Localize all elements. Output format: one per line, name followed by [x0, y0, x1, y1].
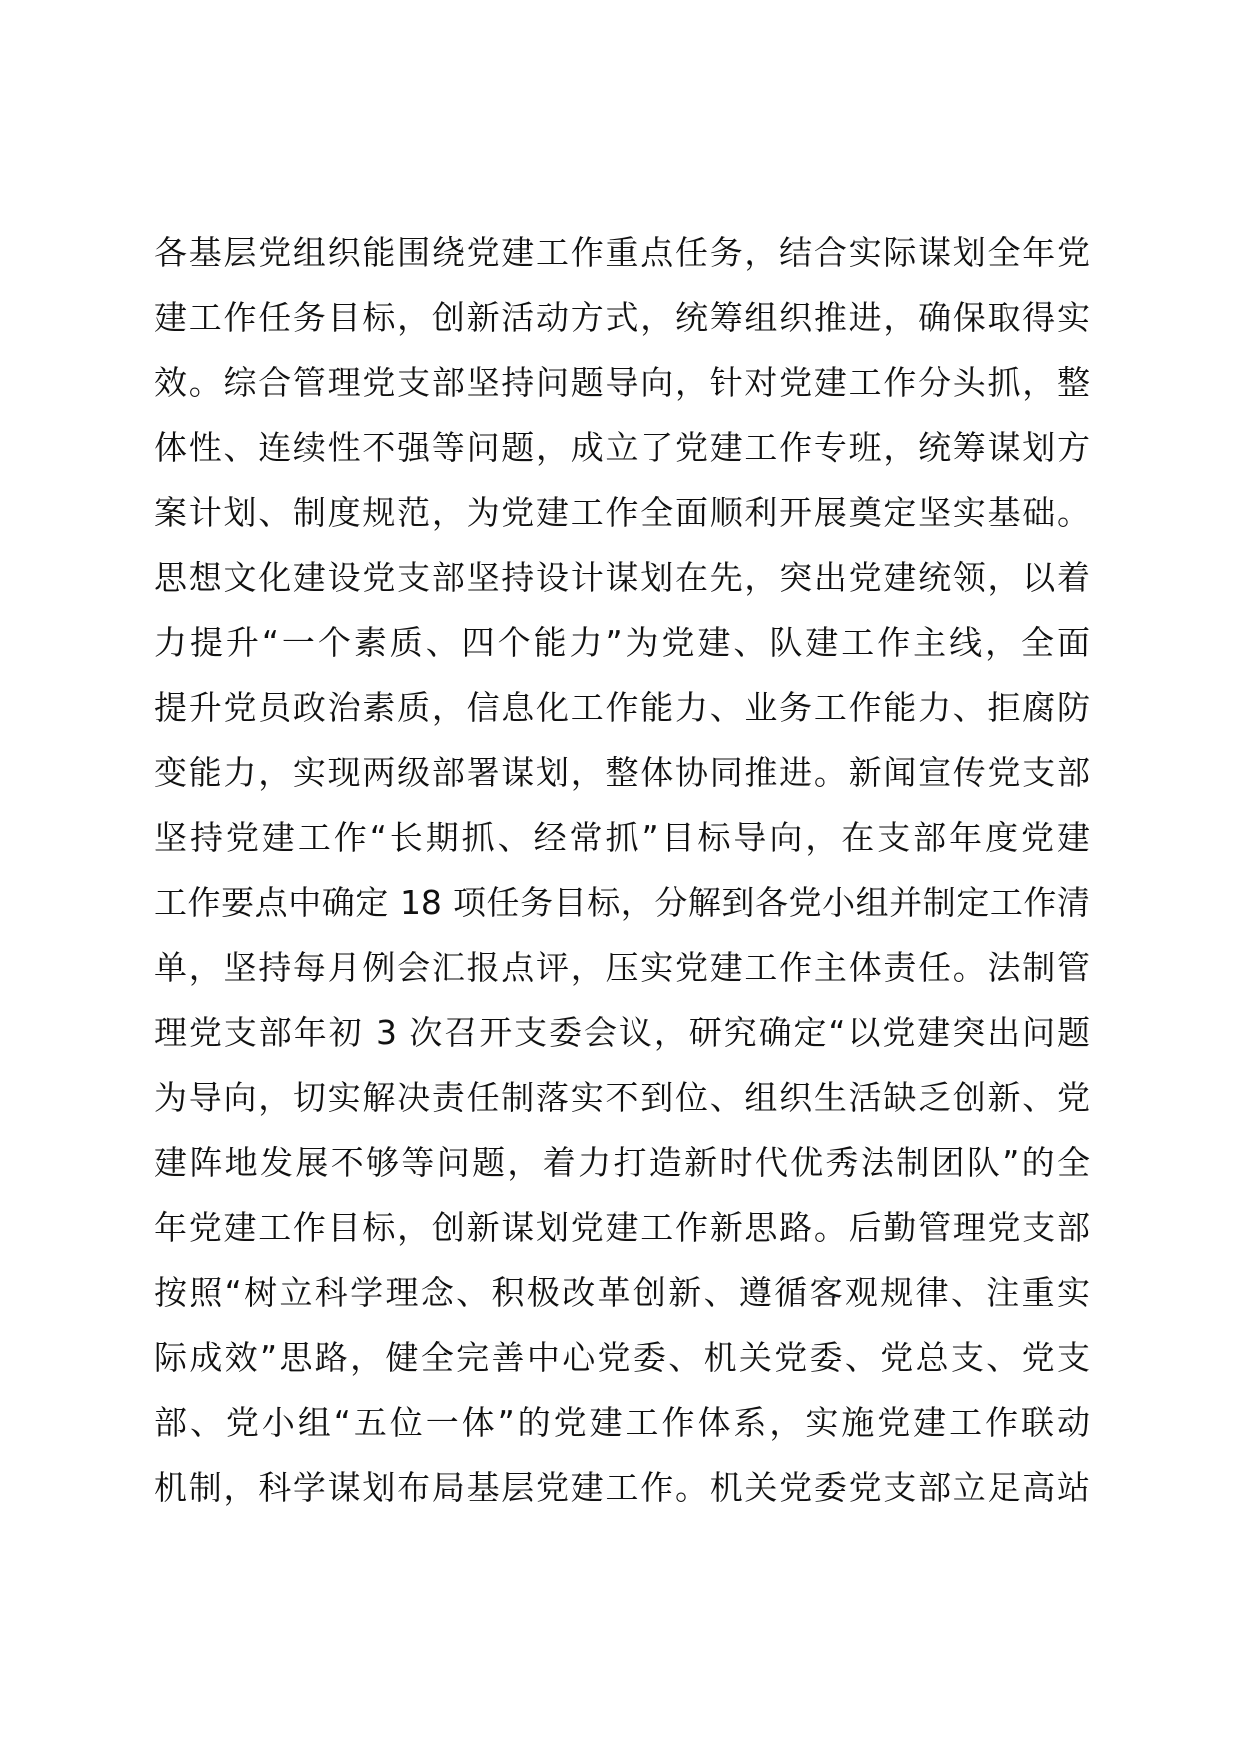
- text-line: 各基层党组织能围绕党建工作重点任务，结合实际谋划全年党: [154, 233, 1090, 272]
- text-line: 坚持党建工作“长期抓、经常抓”目标导向，在支部年度党建: [154, 818, 1090, 857]
- text-line: 理党支部年初 3 次召开支委会议，研究确定“以党建突出问题: [154, 1013, 1090, 1052]
- text-line: 案计划、制度规范，为党建工作全面顺利开展奠定坚实基础。: [154, 493, 1090, 532]
- text-line: 提升党员政治素质，信息化工作能力、业务工作能力、拒腐防: [154, 688, 1090, 727]
- text-line: 为导向，切实解决责任制落实不到位、组织生活缺乏创新、党: [154, 1078, 1090, 1117]
- text-line: 年党建工作目标，创新谋划党建工作新思路。后勤管理党支部: [154, 1208, 1090, 1247]
- text-line: 按照“树立科学理念、积极改革创新、遵循客观规律、注重实: [154, 1273, 1090, 1312]
- text-line: 机制，科学谋划布局基层党建工作。机关党委党支部立足高站: [154, 1468, 1090, 1507]
- text-line: 部、党小组“五位一体”的党建工作体系，实施党建工作联动: [154, 1403, 1090, 1442]
- text-line: 工作要点中确定 18 项任务目标，分解到各党小组并制定工作清: [154, 883, 1090, 922]
- body-paragraph: [154, 220, 1090, 1520]
- text-line: 建工作任务目标，创新活动方式，统筹组织推进，确保取得实: [154, 298, 1090, 337]
- text-line: 际成效”思路，健全完善中心党委、机关党委、党总支、党支: [154, 1338, 1090, 1377]
- text-line: 思想文化建设党支部坚持设计谋划在先，突出党建统领，以着: [154, 558, 1090, 597]
- text-line: 单，坚持每月例会汇报点评，压实党建工作主体责任。法制管: [154, 948, 1090, 987]
- text-line: 效。综合管理党支部坚持问题导向，针对党建工作分头抓，整: [154, 363, 1090, 402]
- text-line: 力提升“一个素质、四个能力”为党建、队建工作主线，全面: [154, 623, 1090, 662]
- text-line: 建阵地发展不够等问题，着力打造新时代优秀法制团队”的全: [154, 1143, 1090, 1182]
- text-line: 体性、连续性不强等问题，成立了党建工作专班，统筹谋划方: [154, 428, 1090, 467]
- text-line: 变能力，实现两级部署谋划，整体协同推进。新闻宣传党支部: [154, 753, 1090, 792]
